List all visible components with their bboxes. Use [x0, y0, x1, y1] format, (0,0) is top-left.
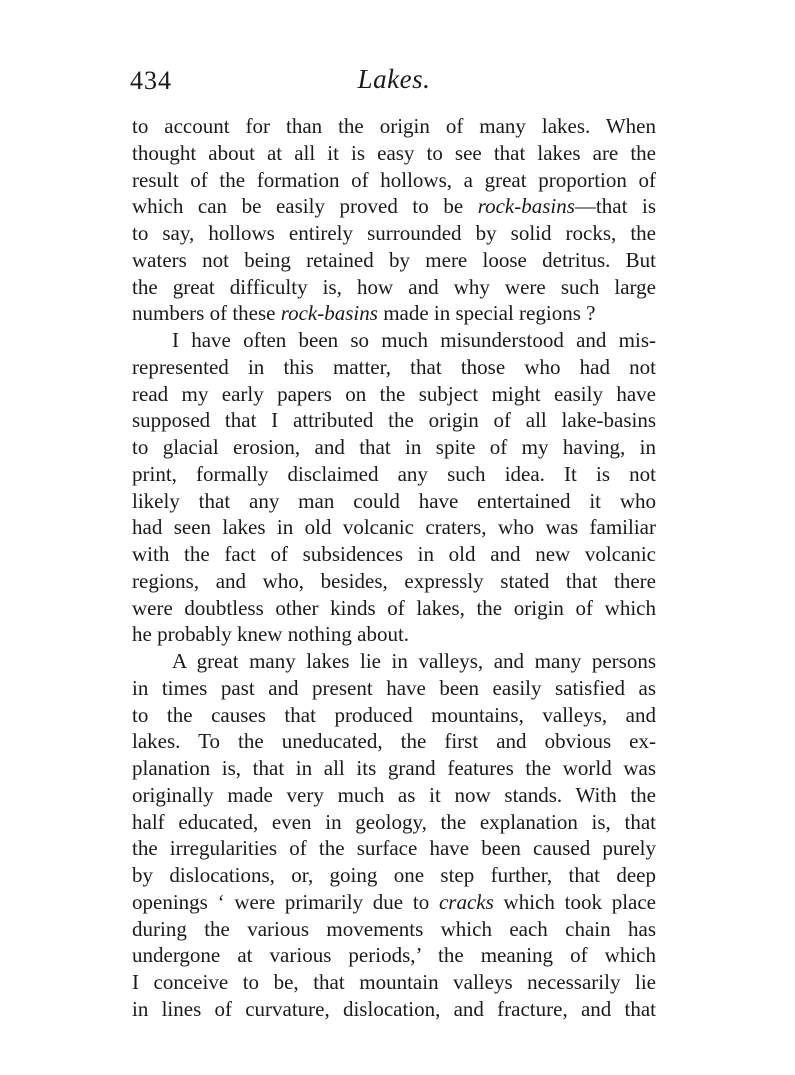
text-line-20: he probably knew nothing about. [132, 622, 410, 647]
text-line-22: in times past and present have been easily satisfied as [132, 675, 656, 700]
running-title: Lakes. [357, 64, 431, 94]
text-line-9: I have often been so much misunderstood and mis- [172, 328, 656, 352]
text-line-14: print, formally disclaimed any such idea. It is not [132, 461, 656, 486]
text-line-21: A great many lakes lie in valleys, and many persons [172, 649, 656, 673]
text-line-34: in lines of curvature, dislocation, and fracture, and that [132, 996, 656, 1021]
text-line-6: waters not being retained by mere loose detritus. But [132, 247, 656, 272]
text-line-1: to account for than the origin of many lakes. When [132, 114, 656, 138]
text-line-3: result of the formation of hollows, a great proportion of [132, 167, 656, 192]
body-text [132, 113, 656, 1023]
text-line-19: were doubtless other kinds of lakes, the origin of which [132, 595, 656, 620]
text-line-5: to say, hollows entirely surrounded by solid rocks, the [132, 221, 656, 245]
text-line-4: which can be easily proved to be rock-basins—that is [132, 194, 656, 219]
text-line-15: likely that any man could have entertained it who [132, 488, 656, 513]
text-line-17: with the fact of subsidences in old and new volcanic [132, 542, 656, 566]
text-line-7: the great difficulty is, how and why were such large [132, 274, 656, 299]
italic-term: rock-basins [280, 301, 378, 326]
text-line-31: during the various movements which each chain has [132, 916, 656, 941]
page-header [130, 66, 658, 100]
text-line-12: supposed that I attributed the origin of all lake-basins [132, 408, 656, 433]
text-line-27: half educated, even in geology, the explanation is, that [132, 809, 656, 834]
text-line-18: regions, and who, besides, expressly stated that there [132, 568, 656, 593]
text-line-23: to the causes that produced mountains, valleys, and [132, 702, 656, 727]
text-line-29: by dislocations, or, going one step further, that deep [132, 863, 656, 887]
text-line-33: I conceive to be, that mountain valleys necessarily lie [132, 970, 656, 994]
text-line-13: to glacial erosion, and that in spite of my having, in [132, 435, 656, 459]
italic-term: rock-basins [477, 194, 575, 219]
text-line-30: openings ‘ were primarily due to cracks which took place [132, 889, 657, 914]
italic-term: cracks [438, 889, 494, 914]
text-line-24: lakes. To the uneducated, the first and obvious ex- [132, 729, 656, 754]
text-line-28: the irregularities of the surface have been caused purely [132, 836, 656, 861]
text-line-16: had seen lakes in old volcanic craters, who was familiar [132, 515, 656, 540]
text-line-25: planation is, that in all its grand features the world was [132, 756, 656, 780]
text-line-32: undergone at various periods,’ the meaning of which [132, 943, 656, 968]
page-number: 434 [130, 66, 172, 95]
text-line-10: represented in this matter, that those who had not [132, 354, 656, 379]
text-line-26: originally made very much as it now stands. With the [132, 782, 656, 807]
text-line-8: numbers of these rock-basins made in special regions ? [132, 301, 596, 326]
text-line-11: read my early papers on the subject might easily have [132, 381, 656, 406]
text-line-2: thought about at all it is easy to see that lakes are the [132, 140, 656, 165]
